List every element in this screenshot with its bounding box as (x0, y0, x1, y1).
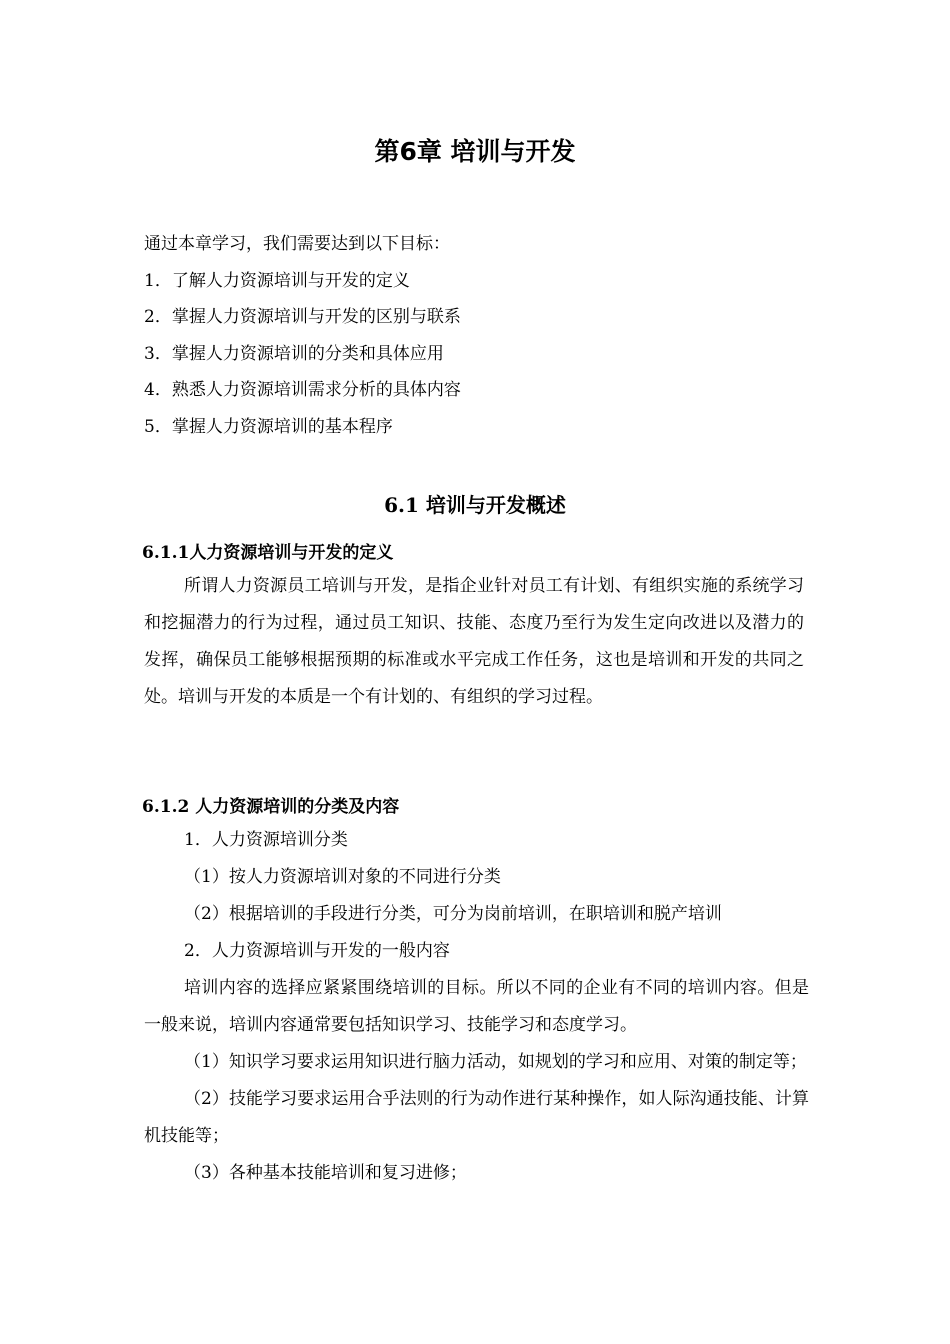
subsection-title-classification: 6.1.2 人力资源培训的分类及内容 (142, 797, 400, 817)
objective-item: 3．掌握人力资源培训的分类和具体应用 (144, 343, 444, 364)
learning-objectives (144, 226, 461, 445)
list-item: （1）按人力资源培训对象的不同进行分类 (184, 867, 501, 887)
list-item: 2．人力资源培训与开发的一般内容 (184, 941, 450, 961)
objective-item: 4．熟悉人力资源培训需求分析的具体内容 (144, 380, 461, 400)
objective-item: 1．了解人力资源培训与开发的定义 (144, 270, 410, 291)
list-item: （1）知识学习要求运用知识进行脑力活动，如规划的学习和应用、对策的制定等； (184, 1052, 807, 1072)
objectives-lead: 通过本章学习，我们需要达到以下目标： (144, 234, 450, 254)
list-item: 1．人力资源培训分类 (184, 830, 348, 850)
definition-paragraph: 所谓人力资源员工培训与开发，是指企业针对员工有计划、有组织实施的系统学习和挖掘潜力的行为过程，通过员工知识、技能、态度乃至行为发生定向改进以及潜力的发挥，确保员工能够根据预期的标准或水平完成工作任务，这也是培训和开发的共同之处。培训与开发的本质是一个有计划的、有组织的学习过程。 (144, 576, 804, 707)
chapter-title: 第6章 培训与开发 (374, 137, 576, 166)
classification-content (144, 822, 809, 1192)
list-item: （2）技能学习要求运用合乎法则的行为动作进行某种操作，如人际沟通技能、计算机技能等； (144, 1089, 809, 1146)
objective-item: 2．掌握人力资源培训与开发的区别与联系 (144, 307, 461, 327)
subsection-title-definition: 6.1.1人力资源培训与开发的定义 (142, 543, 394, 563)
list-item: （2）根据培训的手段进行分类，可分为岗前培训，在职培训和脱产培训 (184, 904, 722, 924)
list-item: （3）各种基本技能培训和复习进修； (184, 1163, 467, 1183)
section-title: 6.1 培训与开发概述 (384, 493, 566, 517)
objective-item: 5．掌握人力资源培训的基本程序 (144, 416, 393, 437)
content-paragraph: 培训内容的选择应紧紧围绕培训的目标。所以不同的企业有不同的培训内容。但是一般来说，培训内容通常要包括知识学习、技能学习和态度学习。 (144, 978, 809, 1035)
